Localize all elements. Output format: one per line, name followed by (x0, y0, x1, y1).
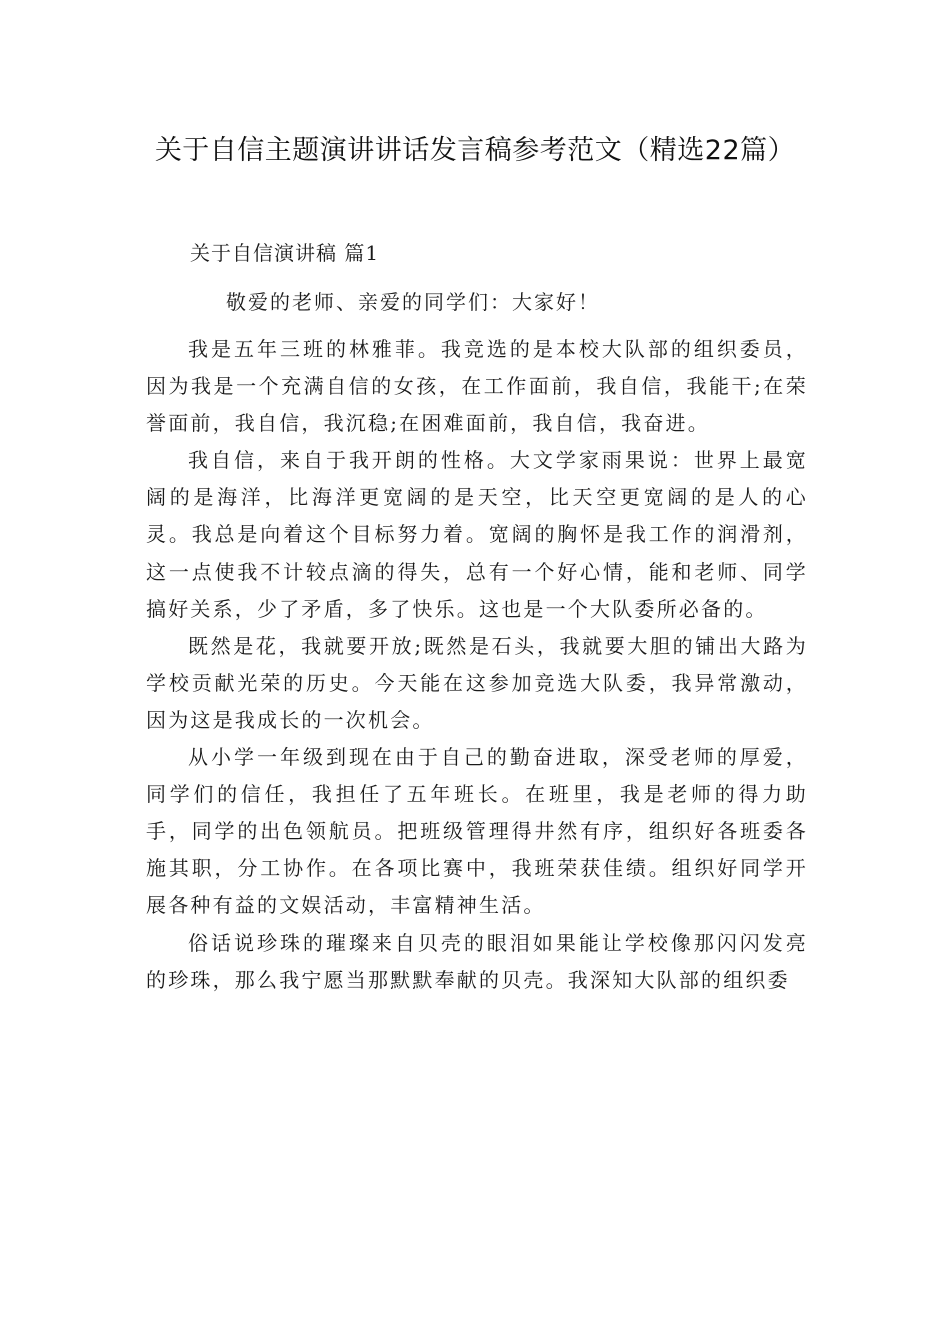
paragraph: 我自信，来自于我开朗的性格。大文学家雨果说：世界上最宽阔的是海洋，比海洋更宽阔的是天空，比天空更宽阔的是人的心灵。我总是向着这个目标努力着。宽阔的胸怀是我工作的润滑剂，这一点使我不计较点滴的得失，总有一个好心情，能和老师、同学搞好关系，少了矛盾，多了快乐。这也是一个大队委所必备的。 (146, 448, 808, 621)
speech-greeting: 敬爱的老师、亲爱的同学们：大家好！ (226, 290, 600, 314)
paragraph: 从小学一年级到现在由于自己的勤奋进取，深受老师的厚爱，同学们的信任，我担任了五年班长。在班里，我是老师的得力助手，同学的出色领航员。把班级管理得井然有序，组织好各班委各施其职，分工协作。在各项比赛中，我班荣获佳绩。组织好同学开展各种有益的文娱活动，丰富精神生活。 (146, 745, 808, 918)
paragraph: 俗话说珍珠的璀璨来自贝壳的眼泪如果能让学校像那闪闪发亮的珍珠，那么我宁愿当那默默奉献的贝壳。我深知大队部的组织委 (146, 930, 808, 992)
paragraph: 既然是花，我就要开放;既然是石头，我就要大胆的铺出大路为学校贡献光荣的历史。今天能在这参加竞选大队委，我异常激动，因为这是我成长的一次机会。 (146, 633, 808, 732)
section-heading: 关于自信演讲稿 篇1 (190, 241, 380, 265)
paragraph: 我是五年三班的林雅菲。我竞选的是本校大队部的组织委员，因为我是一个充满自信的女孩，在工作面前，我自信，我能干;在荣誉面前，我自信，我沉稳;在困难面前，我自信，我奋进。 (146, 337, 808, 436)
document-title: 关于自信主题演讲讲话发言稿参考范文（精选22篇） (154, 135, 796, 166)
document-body (146, 331, 808, 999)
